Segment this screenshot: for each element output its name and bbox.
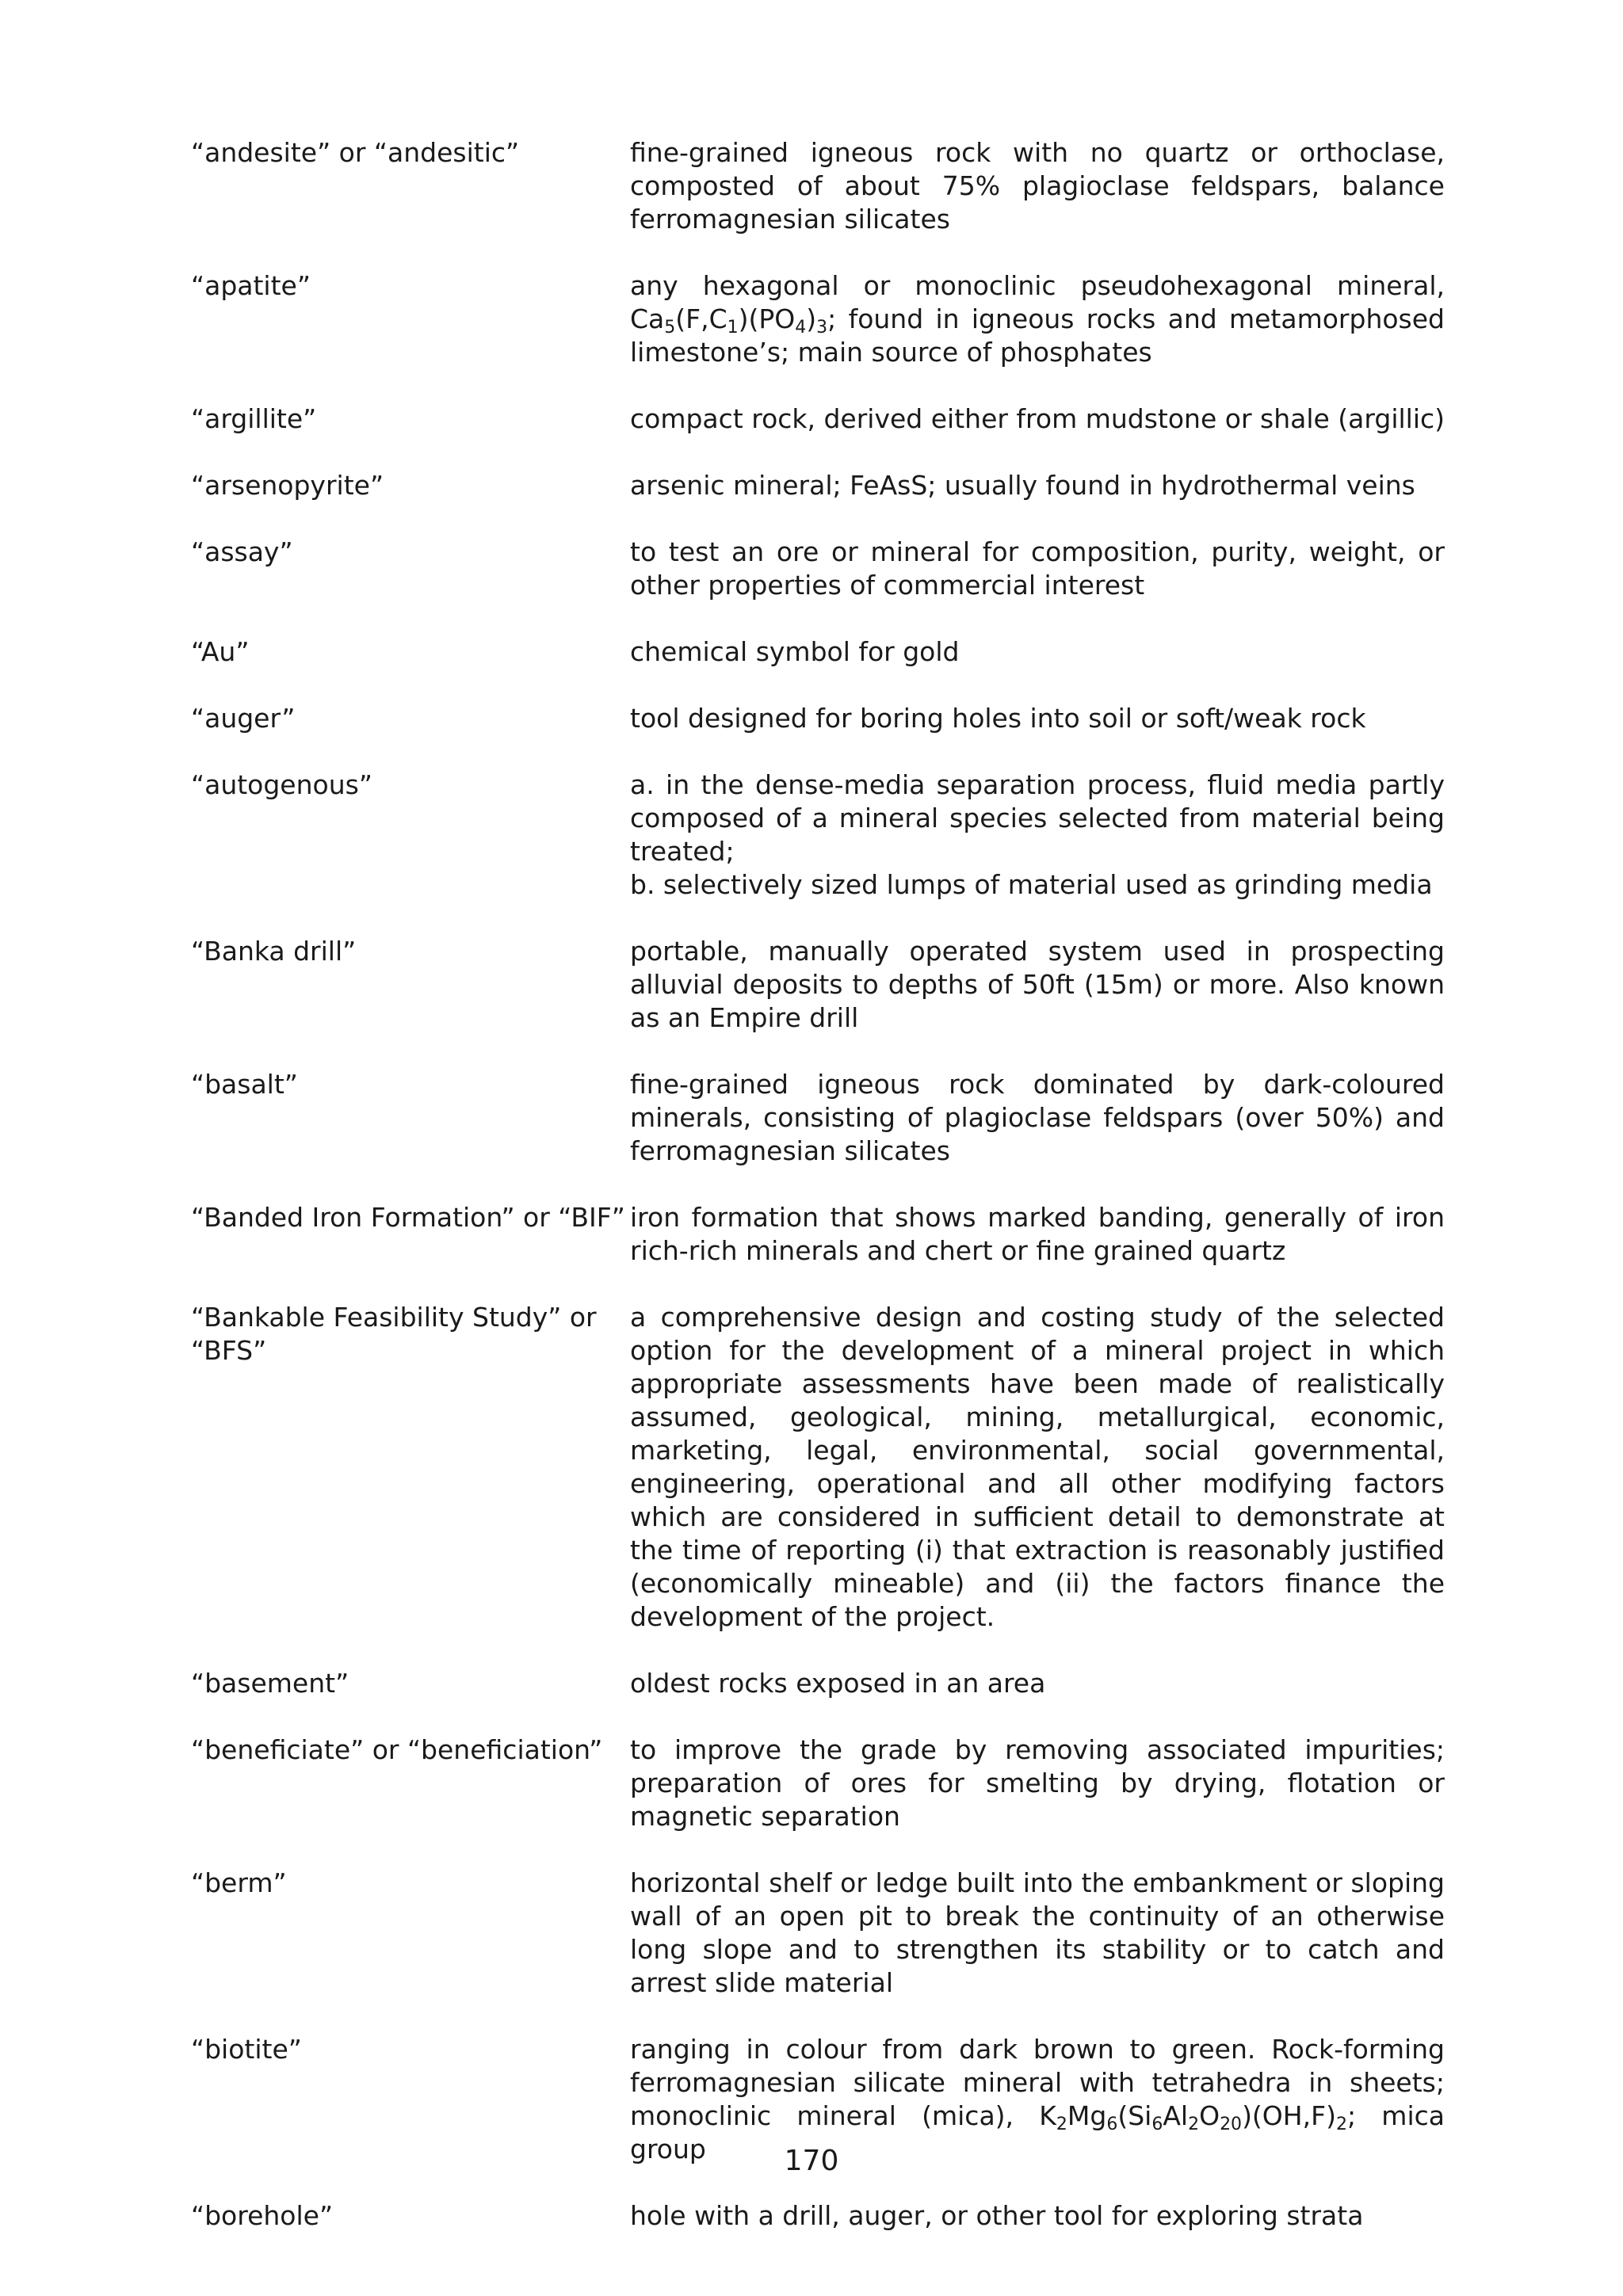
glossary-entry [191,1733,1445,1833]
definition-text: ) [806,303,817,334]
definition-text: ; found in igneous rocks and metamorphosed limestone’s; main source of phosphates [630,303,1445,368]
definition-text: )(PO [738,303,796,334]
glossary-term: “basement” [191,1668,349,1699]
definition-text: O [1199,2100,1220,2131]
chemical-subscript: 2 [1188,2115,1200,2134]
glossary-term: “biotite” [191,2034,302,2065]
glossary-entry [191,2199,1445,2233]
definition-text: Al [1163,2100,1189,2131]
glossary-definition [630,469,1445,502]
glossary-term: “autogenous” [191,769,372,800]
definition-line: a. in the dense-media separation process, fluid media partly composed of a mineral species selected from material being treated; [630,769,1445,867]
glossary-term: “auger” [191,703,296,734]
page-number: 170 [784,2145,839,2177]
definition-line: horizontal shelf or ledge built into the embankment or sloping wall of an open pit to break the continuity of an otherwise long slope and to strengthen its stability or to catch and arrest slide material [630,1867,1445,1998]
glossary-definition [630,1667,1445,1700]
glossary-term: “assay” [191,536,293,567]
glossary-definition [630,635,1445,669]
glossary-definition [630,935,1445,1035]
definition-line: arsenic mineral; FeAsS; usually found in hydrothermal veins [630,470,1415,501]
definition-text: (Si [1117,2100,1152,2131]
definition-line: iron formation that shows marked banding, generally of iron rich-rich minerals and chert or fine grained quartz [630,1202,1445,1266]
definition-text: ; mica group [630,2100,1445,2164]
chemical-subscript: 1 [727,318,739,338]
chemical-subscript: 2 [1056,2115,1067,2134]
glossary-definition [630,2199,1445,2233]
definition-line: fine-grained igneous rock with no quartz or orthoclase, composted of about 75% plagioclase feldspars, balance ferromagnesian silicates [630,137,1445,235]
glossary-entry [191,402,1445,436]
definition-line: a comprehensive design and costing study of the selected option for the development of a mineral project in which appropriate assessments have been made of realistically assumed, geological, mining, metallurgical, economic, marketing, legal, environmental, social governmental, engineering, operational and all other modifying factors which are considered in sufficient detail to demonstrate at the time of reporting (i) that extraction is reasonably justified (economically mineable) and (ii) the factors finance the development of the project. [630,1302,1445,1632]
definition-line: chemical symbol for gold [630,636,960,667]
definition-line: to improve the grade by removing associated impurities; preparation of ores for smelting by drying, flotation or magnetic separation [630,1734,1445,1832]
glossary-definition [630,1201,1445,1268]
glossary-entry [191,635,1445,669]
glossary-term: “apatite” [191,270,311,301]
definition-line: fine-grained igneous rock dominated by dark-coloured minerals, consisting of plagioclase feldspars (over 50%) and ferromagnesian silicates [630,1069,1445,1166]
definition-text: ranging in colour from dark brown to green. Rock-forming ferromagnesian silicate mineral with tetrahedra in sheets; monoclinic mineral (mica), K [630,2034,1445,2131]
glossary-entry [191,1201,1445,1268]
glossary-term: “borehole” [191,2200,334,2231]
glossary-entry [191,269,1445,369]
glossary-term: “Banded Iron Formation” or “BIF” [191,1202,625,1233]
glossary-entry [191,536,1445,602]
glossary-entry [191,1301,1445,1634]
glossary-definition [630,402,1445,436]
glossary-term: “andesite” or “andesitic” [191,137,520,168]
glossary-entry [191,469,1445,502]
definition-text: (F,C [675,303,727,334]
glossary-definition [630,1301,1445,1634]
glossary-definition [630,269,1445,369]
glossary-definition [630,702,1445,735]
definition-line [630,269,1445,369]
definition-line: compact rock, derived either from mudstone or shale (argillic) [630,403,1445,434]
glossary-entry [191,769,1445,902]
glossary-entry [191,1867,1445,2000]
glossary-term: “Au” [191,636,250,667]
glossary-definition [630,136,1445,236]
glossary-term: “Banka drill” [191,936,357,967]
chemical-subscript: 3 [816,318,828,338]
glossary-entry [191,935,1445,1035]
glossary-definition [630,536,1445,602]
glossary-entry [191,702,1445,735]
glossary-term: “Bankable Feasibility Study” or “BFS” [191,1302,597,1366]
glossary-entry [191,1068,1445,1168]
chemical-subscript: 6 [1106,2115,1118,2134]
definition-line: tool designed for boring holes into soil or soft/weak rock [630,703,1366,734]
definition-line: hole with a drill, auger, or other tool for exploring strata [630,2200,1364,2231]
chemical-subscript: 6 [1151,2115,1163,2134]
glossary-term: “berm” [191,1867,287,1898]
definition-line: to test an ore or mineral for composition, purity, weight, or other properties of commercial interest [630,536,1445,601]
glossary-term: “argillite” [191,403,317,434]
chemical-subscript: 4 [795,318,807,338]
definition-text: )(OH,F) [1242,2100,1336,2131]
chemical-subscript: 5 [664,318,676,338]
glossary-definition [630,769,1445,902]
glossary-entry [191,1667,1445,1700]
glossary-list [191,136,1445,2266]
definition-line: b. selectively sized lumps of material used as grinding media [630,869,1433,900]
chemical-subscript: 20 [1220,2115,1243,2134]
glossary-definition [630,1867,1445,2000]
glossary-definition [630,1068,1445,1168]
definition-text: any hexagonal or monoclinic pseudohexagonal mineral, Ca [630,270,1445,334]
definition-line: portable, manually operated system used in prospecting alluvial deposits to depths of 50ft (15m) or more. Also known as an Empire drill [630,936,1445,1033]
glossary-definition [630,1733,1445,1833]
glossary-term: “basalt” [191,1069,298,1100]
definition-text: Mg [1067,2100,1107,2131]
glossary-term: “arsenopyrite” [191,470,384,501]
chemical-subscript: 2 [1335,2115,1347,2134]
definition-line: oldest rocks exposed in an area [630,1668,1046,1699]
glossary-term: “beneficiate” or “beneficiation” [191,1734,603,1765]
glossary-entry [191,136,1445,236]
